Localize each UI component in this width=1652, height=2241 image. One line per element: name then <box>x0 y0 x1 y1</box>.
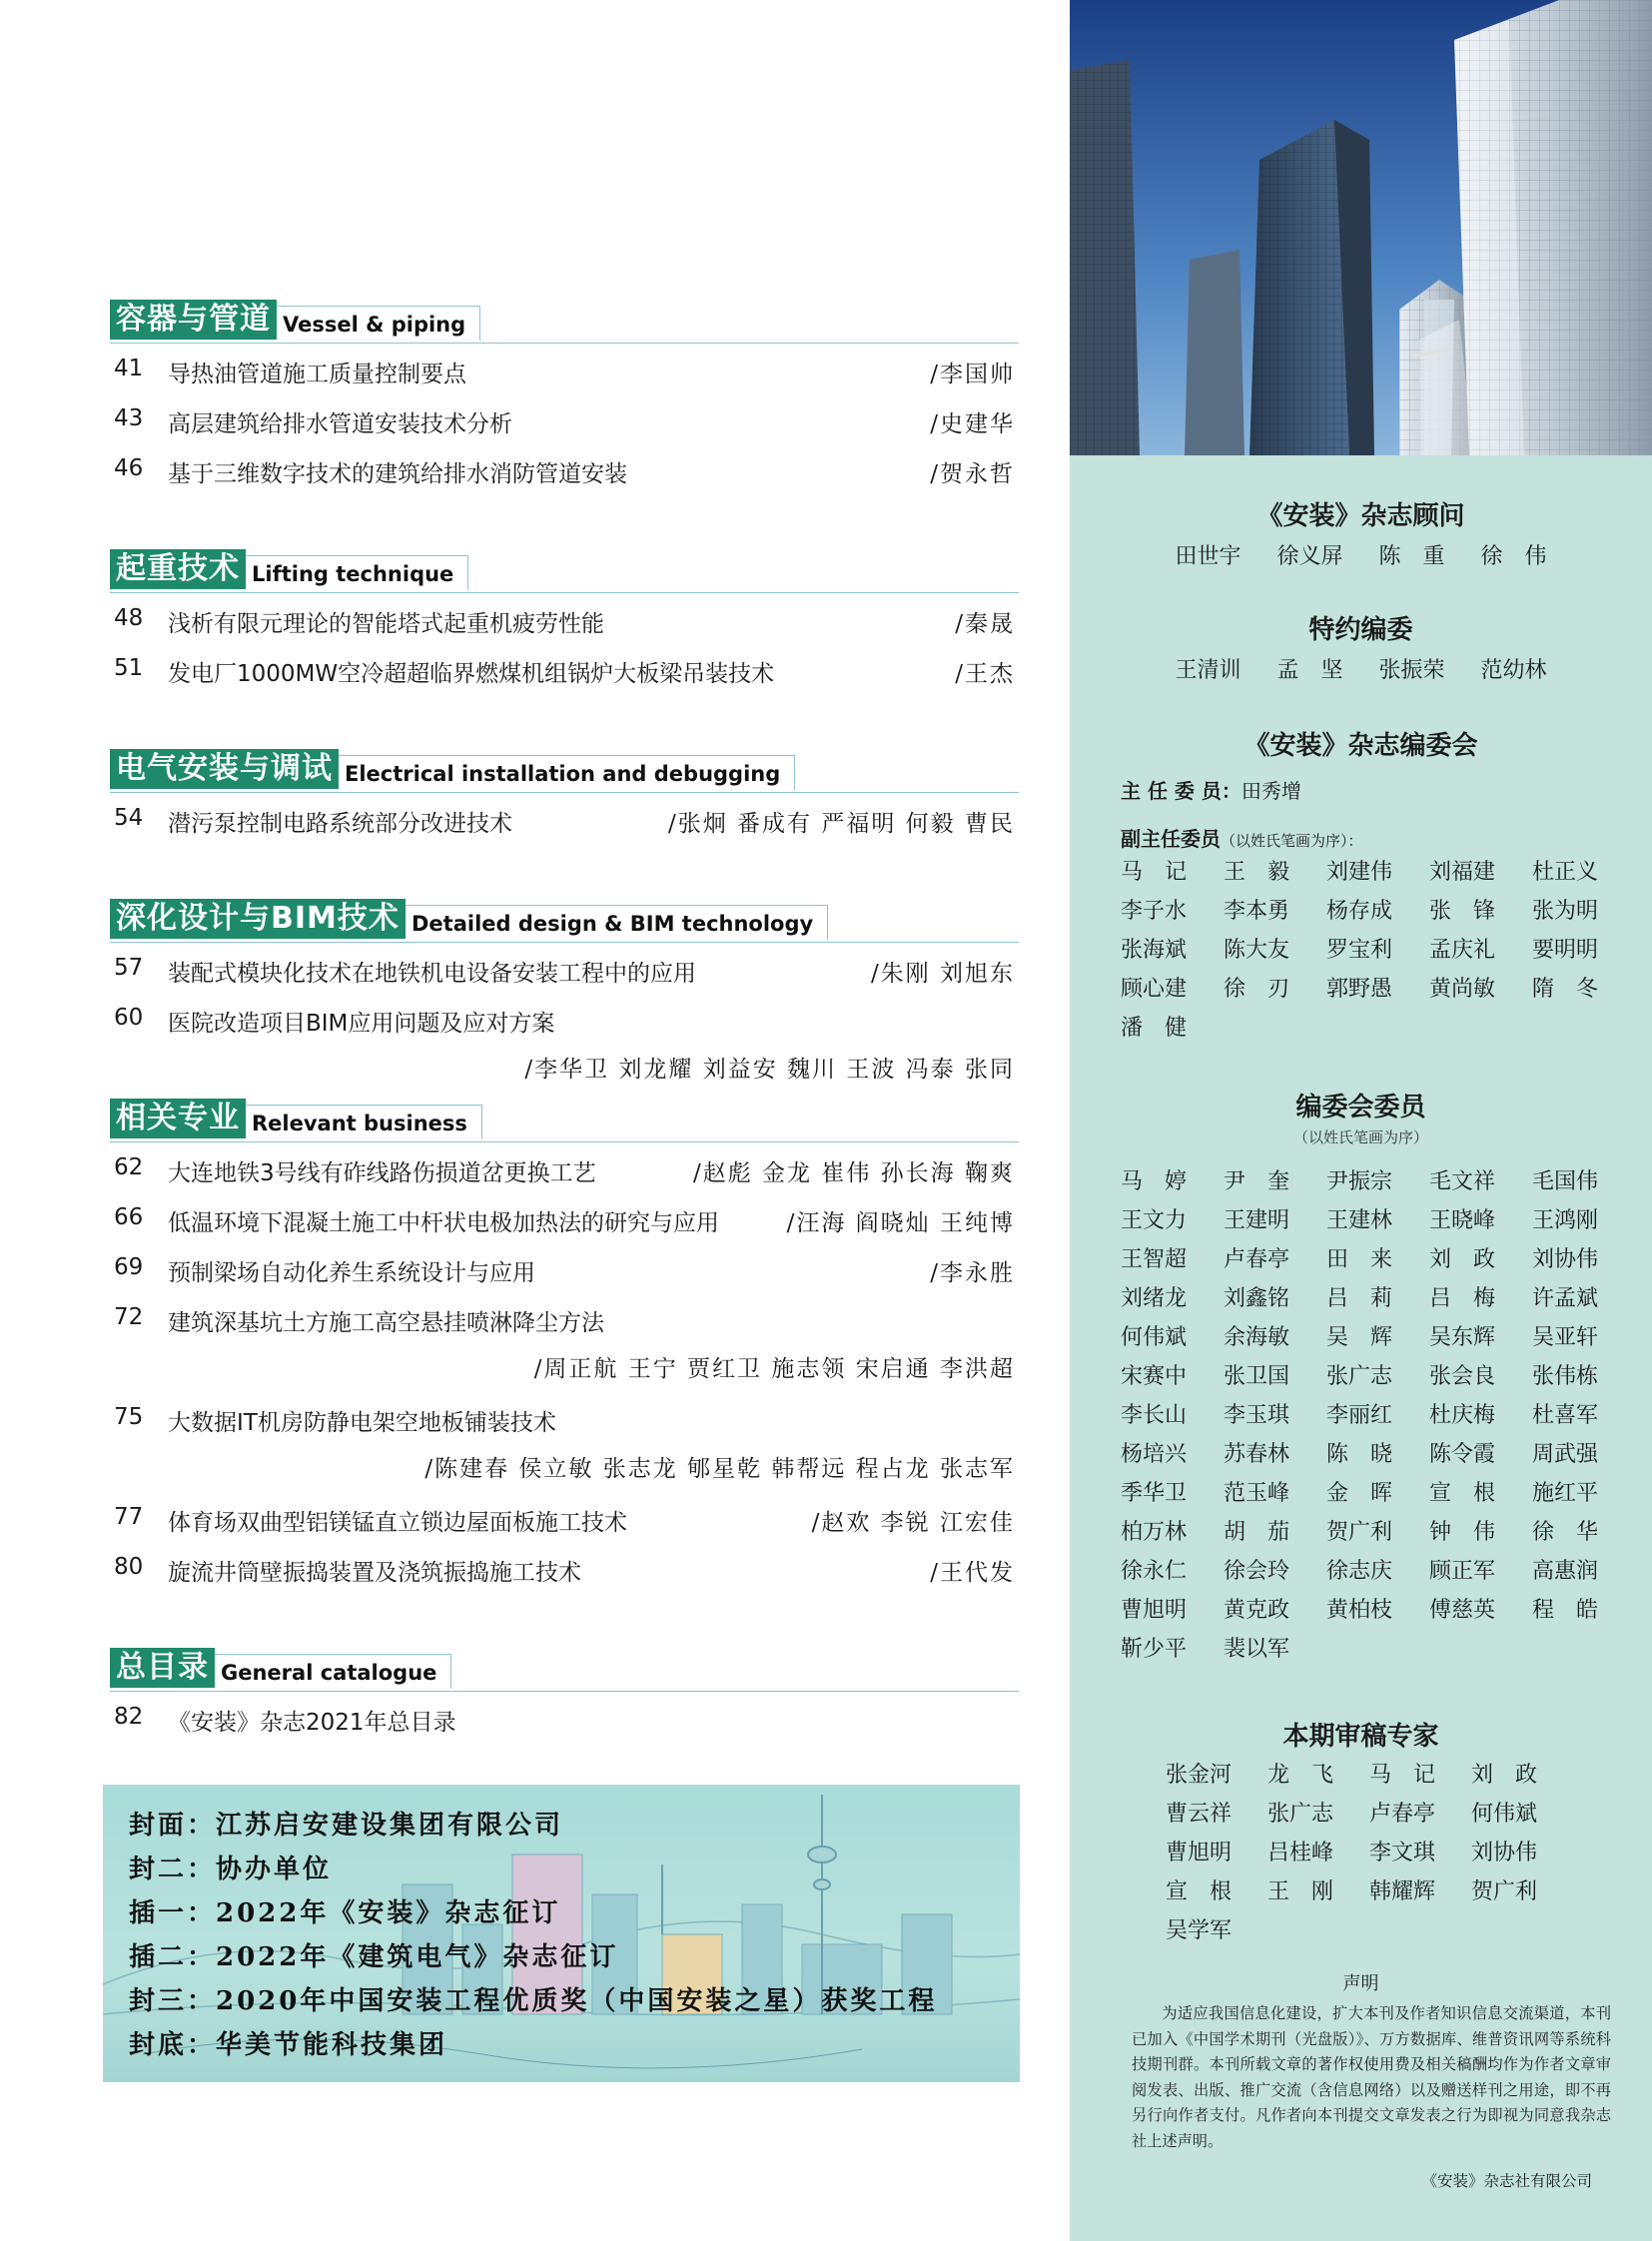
member-name: 吴亚轩 <box>1532 1325 1599 1350</box>
editor-name: 范幼林 <box>1480 658 1547 683</box>
vice-chair-name: 张为明 <box>1532 899 1599 924</box>
cover-line: 封面：江苏启安建设集团有限公司 <box>129 1811 564 1841</box>
article-authors: /王杰 <box>955 661 1015 687</box>
reviewer-name: 吴学军 <box>1166 1918 1233 1943</box>
vice-chair-label: 副主任委员 <box>1121 827 1221 851</box>
chair-label: 主 任 委 员： <box>1121 779 1241 803</box>
page-number: 66 <box>114 1204 144 1230</box>
section-title-zh: 容器与管道 <box>110 300 277 340</box>
reviewer-name: 王 刚 <box>1267 1879 1334 1904</box>
member-name: 施红平 <box>1532 1481 1599 1506</box>
vice-chair-name: 顾心建 <box>1121 977 1188 1002</box>
article-title: 高层建筑给排水管道安装技术分析 <box>168 411 512 437</box>
article-authors: /王代发 <box>930 1560 1015 1586</box>
section-header <box>110 749 1019 793</box>
editor-name: 王清训 <box>1175 658 1241 683</box>
member-name: 马 婷 <box>1121 1169 1188 1194</box>
page-number: 60 <box>114 1005 144 1031</box>
declaration-signature: 《安装》杂志社有限公司 <box>1421 2172 1592 2190</box>
toc-entry[interactable] <box>110 793 1019 843</box>
reviewer-name: 宣 根 <box>1166 1879 1233 1904</box>
member-name: 吴 辉 <box>1326 1325 1393 1350</box>
reviewer-name: 张广志 <box>1267 1802 1334 1827</box>
member-name: 黄柏枝 <box>1326 1598 1393 1623</box>
vice-chair-name: 杨存成 <box>1326 899 1393 924</box>
advisor-name: 徐 伟 <box>1480 544 1547 569</box>
member-name: 毛国伟 <box>1532 1169 1599 1194</box>
article-authors: /周正航 王宁 贾红卫 施志领 宋启通 李洪超 <box>533 1356 1015 1382</box>
toc-entry[interactable] <box>110 943 1019 993</box>
members-note: （以姓氏笔画为序） <box>1292 1128 1428 1146</box>
reviewer-name: 马 记 <box>1369 1763 1436 1788</box>
member-name: 苏春林 <box>1224 1442 1290 1467</box>
advisors-title: 《安装》杂志顾问 <box>1256 501 1465 531</box>
cover-line: 封三：2020年中国安装工程优质奖（中国安装之星）获奖工程 <box>129 1986 938 2016</box>
article-title: 体育场双曲型铝镁锰直立锁边屋面板施工技术 <box>168 1510 627 1536</box>
toc-section <box>110 749 1019 843</box>
member-name: 顾正军 <box>1429 1559 1496 1584</box>
section-header <box>110 899 1019 943</box>
member-name: 杜喜军 <box>1532 1403 1599 1428</box>
skyscraper-photo <box>1070 0 1652 455</box>
toc-entry[interactable] <box>110 1292 1019 1342</box>
member-name: 钟 伟 <box>1429 1520 1496 1545</box>
page-number: 41 <box>114 356 144 381</box>
member-name: 王智超 <box>1121 1247 1188 1272</box>
page-number: 43 <box>114 405 144 431</box>
article-authors: /史建华 <box>930 411 1015 437</box>
vice-chair-line <box>1121 823 1363 852</box>
member-name: 程 皓 <box>1532 1598 1599 1623</box>
article-title: 发电厂1000MW空冷超超临界燃煤机组锅炉大板梁吊装技术 <box>168 661 775 687</box>
cover-line: 封底：华美节能科技集团 <box>129 2030 448 2060</box>
editor-name: 孟 坚 <box>1276 658 1343 683</box>
section-title-zh: 电气安装与调试 <box>110 749 339 789</box>
chair-line <box>1121 775 1301 804</box>
cover-info-box <box>103 1785 1020 2082</box>
cover-line: 插二：2022年《建筑电气》杂志征订 <box>129 1942 619 1972</box>
article-authors: /李国帅 <box>930 362 1015 387</box>
toc-entry[interactable] <box>110 1142 1019 1192</box>
reviewer-name: 张金河 <box>1166 1763 1233 1788</box>
vice-chair-name: 杜正义 <box>1532 860 1599 885</box>
member-name: 张卫国 <box>1224 1364 1290 1389</box>
member-name: 王鸿刚 <box>1532 1208 1599 1233</box>
vice-chair-name: 李子水 <box>1121 899 1188 924</box>
member-name: 田 来 <box>1326 1247 1393 1272</box>
toc-entry[interactable] <box>110 593 1019 643</box>
member-name: 裴以军 <box>1224 1637 1290 1662</box>
page-number: 69 <box>114 1254 144 1280</box>
member-name: 陈令霞 <box>1429 1442 1496 1467</box>
toc-section <box>110 300 1019 493</box>
reviewer-name: 刘协伟 <box>1471 1841 1538 1866</box>
section-header <box>110 1099 1019 1142</box>
toc-entry[interactable] <box>110 1242 1019 1292</box>
vice-chair-name: 王 毅 <box>1224 860 1290 885</box>
vice-chair-name: 罗宝利 <box>1326 938 1393 963</box>
toc-entry[interactable] <box>110 1542 1019 1592</box>
reviewer-name: 吕桂峰 <box>1267 1841 1334 1866</box>
page-number: 48 <box>114 605 144 631</box>
section-header <box>110 549 1019 593</box>
toc-entry[interactable] <box>110 1392 1019 1442</box>
article-authors: /张炯 番成有 严福明 何毅 曹民 <box>668 811 1015 837</box>
section-title-zh: 起重技术 <box>110 549 246 589</box>
member-name: 柏万林 <box>1121 1520 1188 1545</box>
vice-chair-note: （以姓氏笔画为序）： <box>1221 832 1363 850</box>
members-title: 编委会委员 <box>1295 1093 1426 1122</box>
member-name: 李长山 <box>1121 1403 1188 1428</box>
reviewers-title: 本期审稿专家 <box>1282 1722 1439 1752</box>
reviewer-name: 何伟斌 <box>1471 1802 1538 1827</box>
page-number: 54 <box>114 805 144 831</box>
page-number: 62 <box>114 1154 144 1180</box>
member-name: 金 晖 <box>1326 1481 1393 1506</box>
member-name: 何伟斌 <box>1121 1325 1188 1350</box>
member-name: 胡 茄 <box>1224 1520 1290 1545</box>
member-name: 刘绪龙 <box>1121 1286 1188 1311</box>
article-title: 低温环境下混凝土施工中杆状电极加热法的研究与应用 <box>168 1210 719 1236</box>
cover-line: 插一：2022年《安装》杂志征订 <box>129 1898 561 1928</box>
article-authors: /秦晟 <box>955 611 1015 637</box>
section-title-en: Relevant business <box>246 1105 482 1139</box>
reviewer-name: 卢春亭 <box>1369 1802 1436 1827</box>
article-title: 装配式模块化技术在地铁机电设备安装工程中的应用 <box>168 961 696 987</box>
member-name: 刘鑫铭 <box>1224 1286 1290 1311</box>
article-authors: /汪海 阎晓灿 王纯博 <box>786 1210 1015 1236</box>
member-name: 高惠润 <box>1532 1559 1599 1584</box>
toc-section <box>110 549 1019 693</box>
member-name: 尹 奎 <box>1224 1169 1290 1194</box>
article-authors: /李永胜 <box>930 1260 1015 1286</box>
article-authors: /赵彪 金龙 崔伟 孙长海 鞠爽 <box>693 1160 1015 1186</box>
toc-entry[interactable] <box>110 443 1019 493</box>
member-name: 徐永仁 <box>1121 1559 1188 1584</box>
article-title: 基于三维数字技术的建筑给排水消防管道安装 <box>168 461 627 487</box>
section-title-en: Detailed design & BIM technology <box>406 905 828 940</box>
declaration-title: 声明 <box>1342 1973 1379 1994</box>
article-title: 潜污泵控制电路系统部分改进技术 <box>168 811 512 837</box>
reviewer-name: 曹云祥 <box>1166 1802 1233 1827</box>
advisor-name: 陈 重 <box>1378 544 1445 569</box>
member-name: 李丽红 <box>1326 1403 1393 1428</box>
vice-chair-name: 隋 冬 <box>1532 977 1599 1002</box>
reviewer-names <box>1166 1756 1573 1950</box>
toc-author-line[interactable] <box>110 1442 1019 1492</box>
committee-title: 《安装》杂志编委会 <box>1243 731 1478 761</box>
article-title: 《安装》杂志2021年总目录 <box>168 1710 456 1736</box>
article-authors: /赵欢 李锐 江宏佳 <box>811 1510 1015 1536</box>
declaration-body: 为适应我国信息化建设，扩大本刊及作者知识信息交流渠道，本刊已加入《中国学术期刊（光盘版）》、万方数据库、维普资讯网等系统科技期刊群。本刊所载文章的著作权使用费及相关稿酬均作为作者文章审阅发表、出版、推广交流（含信息网络）以及赠送样刊之用途，即不再另行向作者支付。凡作者向本刊提交文章发表之行为即视为同意我杂志社上述声明。 <box>1132 2004 1611 2150</box>
section-title-zh: 总目录 <box>110 1648 215 1688</box>
editorial-board-panel <box>1070 0 1652 2241</box>
vice-chair-name: 张 锋 <box>1429 899 1496 924</box>
vice-chair-name: 潘 健 <box>1121 1016 1188 1041</box>
member-name: 王文力 <box>1121 1208 1188 1233</box>
member-name: 靳少平 <box>1121 1637 1188 1662</box>
vice-chair-name: 刘建伟 <box>1326 860 1393 885</box>
section-title-en: Electrical installation and debugging <box>339 755 795 790</box>
advisor-name: 徐义屏 <box>1276 544 1343 569</box>
member-name: 曹旭明 <box>1121 1598 1188 1623</box>
section-title-en: Lifting technique <box>246 555 468 590</box>
member-name: 周武强 <box>1532 1442 1599 1467</box>
section-header <box>110 300 1019 344</box>
section-title-en: General catalogue <box>215 1654 451 1689</box>
toc-author-line[interactable] <box>110 1043 1019 1093</box>
member-name: 卢春亭 <box>1224 1247 1290 1272</box>
article-authors: /朱刚 刘旭东 <box>870 961 1015 987</box>
toc-author-line[interactable] <box>110 1342 1019 1392</box>
toc-section <box>110 1648 1019 1742</box>
member-name: 宋赛中 <box>1121 1364 1188 1389</box>
toc-entry[interactable] <box>110 1692 1019 1742</box>
page-number: 46 <box>114 455 144 481</box>
member-name: 余海敏 <box>1224 1325 1290 1350</box>
member-name: 王建林 <box>1326 1208 1393 1233</box>
page-number: 80 <box>114 1554 144 1580</box>
article-title: 医院改造项目BIM应用问题及应对方案 <box>168 1011 555 1037</box>
member-name: 贺广利 <box>1326 1520 1393 1545</box>
toc-entry[interactable] <box>110 393 1019 443</box>
section-title-zh: 深化设计与BIM技术 <box>110 899 406 939</box>
editor-name: 张振荣 <box>1378 658 1445 683</box>
reviewer-name: 李文琪 <box>1369 1841 1436 1866</box>
toc-section <box>110 899 1019 1093</box>
member-name: 季华卫 <box>1121 1481 1188 1506</box>
reviewer-name: 曹旭明 <box>1166 1841 1233 1866</box>
member-name: 吕 梅 <box>1429 1286 1496 1311</box>
toc-entry[interactable] <box>110 1192 1019 1242</box>
member-name: 徐会玲 <box>1224 1559 1290 1584</box>
member-name: 宣 根 <box>1429 1481 1496 1506</box>
vice-chair-names <box>1121 853 1635 1048</box>
toc-entry[interactable] <box>110 643 1019 693</box>
member-name: 王建明 <box>1224 1208 1290 1233</box>
member-name: 黄克政 <box>1224 1598 1290 1623</box>
page-number: 82 <box>114 1704 144 1730</box>
article-title: 浅析有限元理论的智能塔式起重机疲劳性能 <box>168 611 604 637</box>
special-editors-names <box>1070 653 1652 684</box>
article-title: 建筑深基坑土方施工高空悬挂喷淋降尘方法 <box>168 1310 604 1336</box>
vice-chair-name: 刘福建 <box>1429 860 1496 885</box>
chair-name: 田秀增 <box>1240 779 1301 803</box>
article-title: 导热油管道施工质量控制要点 <box>168 362 466 387</box>
member-name: 刘协伟 <box>1532 1247 1599 1272</box>
article-title: 旋流井筒壁振捣装置及浇筑振捣施工技术 <box>168 1560 581 1586</box>
member-name: 吕 莉 <box>1326 1286 1393 1311</box>
member-name: 尹振宗 <box>1326 1169 1393 1194</box>
member-name: 张会良 <box>1429 1364 1496 1389</box>
member-name: 李玉琪 <box>1224 1403 1290 1428</box>
member-name: 傅慈英 <box>1429 1598 1496 1623</box>
section-title-zh: 相关专业 <box>110 1099 246 1138</box>
page-number: 72 <box>114 1304 144 1330</box>
vice-chair-name: 徐 刃 <box>1224 977 1290 1002</box>
article-authors: /陈建春 侯立敏 张志龙 郇星乾 韩帮远 程占龙 张志军 <box>424 1456 1015 1482</box>
reviewer-name: 龙 飞 <box>1267 1763 1334 1788</box>
vice-chair-name: 李本勇 <box>1224 899 1290 924</box>
toc-entry[interactable] <box>110 993 1019 1043</box>
article-title: 大数据IT机房防静电架空地板铺装技术 <box>168 1410 556 1436</box>
advisors-names <box>1070 539 1652 570</box>
page-number: 51 <box>114 655 144 681</box>
vice-chair-name: 张海斌 <box>1121 938 1188 963</box>
member-name: 杨培兴 <box>1121 1442 1188 1467</box>
member-name: 张伟栋 <box>1532 1364 1599 1389</box>
page-number: 57 <box>114 955 144 981</box>
vice-chair-name: 郭野愚 <box>1326 977 1393 1002</box>
reviewer-name: 韩耀辉 <box>1369 1879 1436 1904</box>
member-name: 许孟斌 <box>1532 1286 1599 1311</box>
section-header <box>110 1648 1019 1692</box>
member-name: 王晓峰 <box>1429 1208 1496 1233</box>
special-editors-title: 特约编委 <box>1308 615 1413 645</box>
member-name: 吴东辉 <box>1429 1325 1496 1350</box>
member-name: 徐 华 <box>1532 1520 1599 1545</box>
toc-entry[interactable] <box>110 344 1019 393</box>
toc-section <box>110 1099 1019 1592</box>
member-name: 杜庆梅 <box>1429 1403 1496 1428</box>
member-names <box>1121 1162 1635 1669</box>
reviewer-name: 贺广利 <box>1471 1879 1538 1904</box>
member-name: 张广志 <box>1326 1364 1393 1389</box>
article-title: 预制梁场自动化养生系统设计与应用 <box>168 1260 535 1286</box>
member-name: 徐志庆 <box>1326 1559 1393 1584</box>
vice-chair-name: 孟庆礼 <box>1429 938 1496 963</box>
article-title: 大连地铁3号线有砟线路伤损道岔更换工艺 <box>168 1160 596 1186</box>
member-name: 毛文祥 <box>1429 1169 1496 1194</box>
member-name: 陈 晓 <box>1326 1442 1393 1467</box>
vice-chair-name: 黄尚敏 <box>1429 977 1496 1002</box>
toc-entry[interactable] <box>110 1492 1019 1542</box>
member-name: 刘 政 <box>1429 1247 1496 1272</box>
advisor-name: 田世宇 <box>1175 544 1241 569</box>
reviewer-name: 刘 政 <box>1471 1763 1538 1788</box>
section-title-en: Vessel & piping <box>277 306 480 341</box>
article-authors: /贺永哲 <box>930 461 1015 487</box>
article-authors: /李华卫 刘龙耀 刘益安 魏川 王波 冯泰 张同 <box>524 1057 1015 1083</box>
vice-chair-name: 马 记 <box>1121 860 1188 885</box>
cover-line: 封二：协办单位 <box>129 1855 333 1884</box>
page-number: 77 <box>114 1504 144 1530</box>
page-number: 75 <box>114 1404 144 1430</box>
member-name: 范玉峰 <box>1224 1481 1290 1506</box>
vice-chair-name: 要明明 <box>1532 938 1599 963</box>
vice-chair-name: 陈大友 <box>1224 938 1290 963</box>
